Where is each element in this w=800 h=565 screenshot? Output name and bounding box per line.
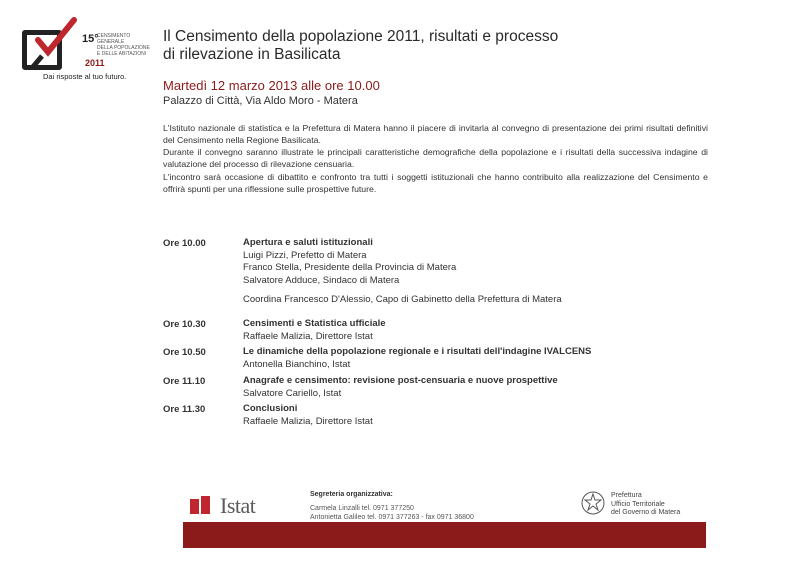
program-title: Apertura e saluti istituzionali (243, 237, 373, 248)
program-speaker: Raffaele Malizia, Direttore Istat (243, 330, 373, 342)
program-speaker: Antonella Bianchino, Istat (243, 358, 351, 370)
program-speaker: Luigi Pizzi, Prefetto di Matera (243, 249, 367, 261)
program-title: Anagrafe e censimento: revisione post-censuaria e nuove prospettive (243, 375, 558, 386)
checkmark-icon (30, 16, 80, 66)
program-item (243, 346, 591, 371)
program-item (243, 403, 373, 428)
logo-text: CENSIMENTO GENERALE DELLA POPOLAZIONE E DELLE ABITAZIONI (97, 33, 150, 57)
program-time: Ore 11.30 (163, 404, 206, 415)
prefettura-label: Prefettura Ufficio Territoriale del Governo di Matera (611, 492, 681, 516)
istat-logo-text: Istat (220, 493, 256, 518)
program-item (243, 237, 562, 307)
secretariat-contact: Antonietta Galileo tel. 0971 377263 - fax 0971 36800 (310, 514, 474, 521)
intro-paragraph: L'Istituto nazionale di statistica e la Prefettura di Matera hanno il piacere di invitarla al convegno di presentazione dei primi risultati definitivi del Censimento nella Regione Basilicata. (163, 123, 708, 145)
program-speaker: Franco Stella, Presidente della Provincia di Matera (243, 262, 457, 273)
program-item (243, 375, 558, 400)
program-title: Le dinamiche della popolazione regionale e i risultati dell'indagine IVALCENS (243, 346, 592, 357)
program-speaker: Raffaele Malizia, Direttore Istat (243, 415, 373, 427)
logo-number: 15° (82, 33, 99, 45)
secretariat-label: Segreteria organizzativa: (310, 491, 393, 498)
logo-tagline: Dai risposte al tuo futuro. (43, 72, 127, 81)
istat-logo-icon (190, 496, 212, 514)
page-title: Il Censimento della popolazione 2011, risultati e processo di rilevazione in Basilicata (163, 28, 559, 63)
italian-emblem-icon (580, 490, 606, 516)
program-title: Conclusioni (243, 403, 298, 414)
program-time: Ore 10.30 (163, 319, 206, 330)
logo-year: 2011 (85, 58, 105, 68)
program-speaker: Salvatore Adduce, Sindaco di Matera (243, 274, 400, 286)
secretariat-contact: Carmela Linzalli tel. 0971 377250 (310, 505, 414, 512)
program-time: Ore 11.10 (163, 376, 206, 387)
footer-bar (183, 522, 706, 548)
intro-paragraph: Durante il convegno saranno illustrate le principali caratteristiche demografiche della popolazione e i risultati della successiva indagine di valutazione del processo di rilevazione censuaria. (163, 147, 708, 169)
program-time: Ore 10.00 (163, 238, 206, 249)
intro-paragraph: L'incontro sarà occasione di dibattito e confronto tra tutti i soggetti istituzionali che hanno contribuito alla realizzazione del Censimento e offrirà spunti per una riflessione sulle prospettive future. (163, 172, 708, 194)
event-place: Palazzo di Città, Via Aldo Moro - Matera (163, 95, 358, 107)
program-note: Coordina Francesco D'Alessio, Capo di Gabinetto della Prefettura di Matera (243, 294, 562, 305)
program-title: Censimenti e Statistica ufficiale (243, 318, 386, 329)
event-date: Martedì 12 marzo 2013 alle ore 10.00 (163, 78, 380, 93)
program-item (243, 318, 386, 343)
program-time: Ore 10.50 (163, 347, 206, 358)
program-speaker: Salvatore Cariello, Istat (243, 387, 342, 399)
